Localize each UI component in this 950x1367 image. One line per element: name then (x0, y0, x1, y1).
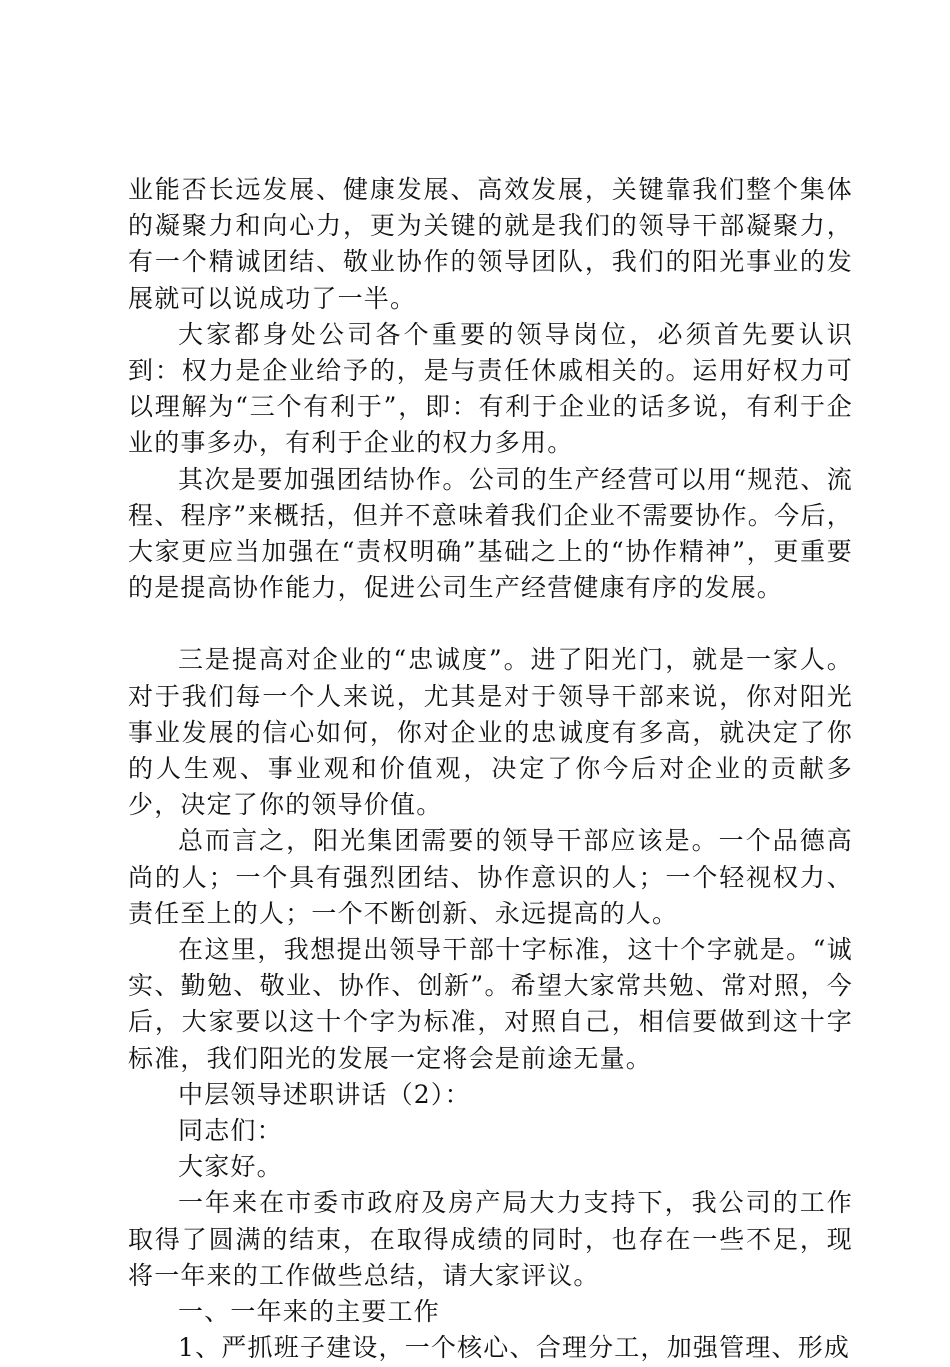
salutation: 同志们： (178, 1116, 283, 1146)
paragraph-4: 三是提高对企业的“忠诚度”。进了阳光门，就是一家人。对于我们每一个人来说，尤其是对于领导干部来说，你对阳光事业发展的信心如何，你对企业的忠诚度有多高，就决定了你的人生观、事业观和价值观，决定了你今后对企业的贡献多少，决定了你的领导价值。 (128, 645, 853, 820)
list-item-1: 1、严抓班子建设，一个核心、合理分工，加强管理、形成 (178, 1333, 851, 1363)
paragraph-5: 总而言之，阳光集团需要的领导干部应该是。一个品德高尚的人；一个具有强烈团结、协作意识的人；一个轻视权力、责任至上的人；一个不断创新、永远提高的人。 (128, 826, 853, 928)
section-heading: 中层领导述职讲话（2）： (178, 1079, 471, 1109)
greeting: 大家好。 (178, 1152, 283, 1182)
paragraph-1: 业能否长远发展、健康发展、高效发展，关键靠我们整个集体的凝聚力和向心力，更为关键的就是我们的领导干部凝聚力，有一个精诚团结、敬业协作的领导团队，我们的阳光事业的发展就可以说成功了一半。 (128, 175, 853, 313)
subsection-heading: 一、一年来的主要工作 (178, 1297, 441, 1327)
paragraph-10: 一年来在市委市政府及房产局大力支持下，我公司的工作取得了圆满的结束，在取得成绩的同时，也存在一些不足，现将一年来的工作做些总结，请大家评议。 (128, 1188, 853, 1290)
paragraph-3: 其次是要加强团结协作。公司的生产经营可以用“规范、流程、程序”来概括，但并不意味着我们企业不需要协作。今后，大家更应当加强在“责权明确”基础之上的“协作精神”，更重要的是提高协作能力，促进公司生产经营健康有序的发展。 (128, 464, 853, 603)
paragraph-6: 在这里，我想提出领导干部十字标准，这十个字就是。“诚实、勤勉、敬业、协作、创新”。希望大家常共勉、常对照，今后，大家要以这十个字为标准，对照自己，相信要做到这十字标准，我们阳光的发展一定将会是前途无量。 (128, 935, 853, 1073)
document-body (128, 172, 853, 1367)
paragraph-2: 大家都身处公司各个重要的领导岗位，必须首先要认识到：权力是企业给予的，是与责任休戚相关的。运用好权力可以理解为“三个有利于”，即：有利于企业的话多说，有利于企业的事多办，有利于企业的权力多用。 (128, 319, 853, 458)
